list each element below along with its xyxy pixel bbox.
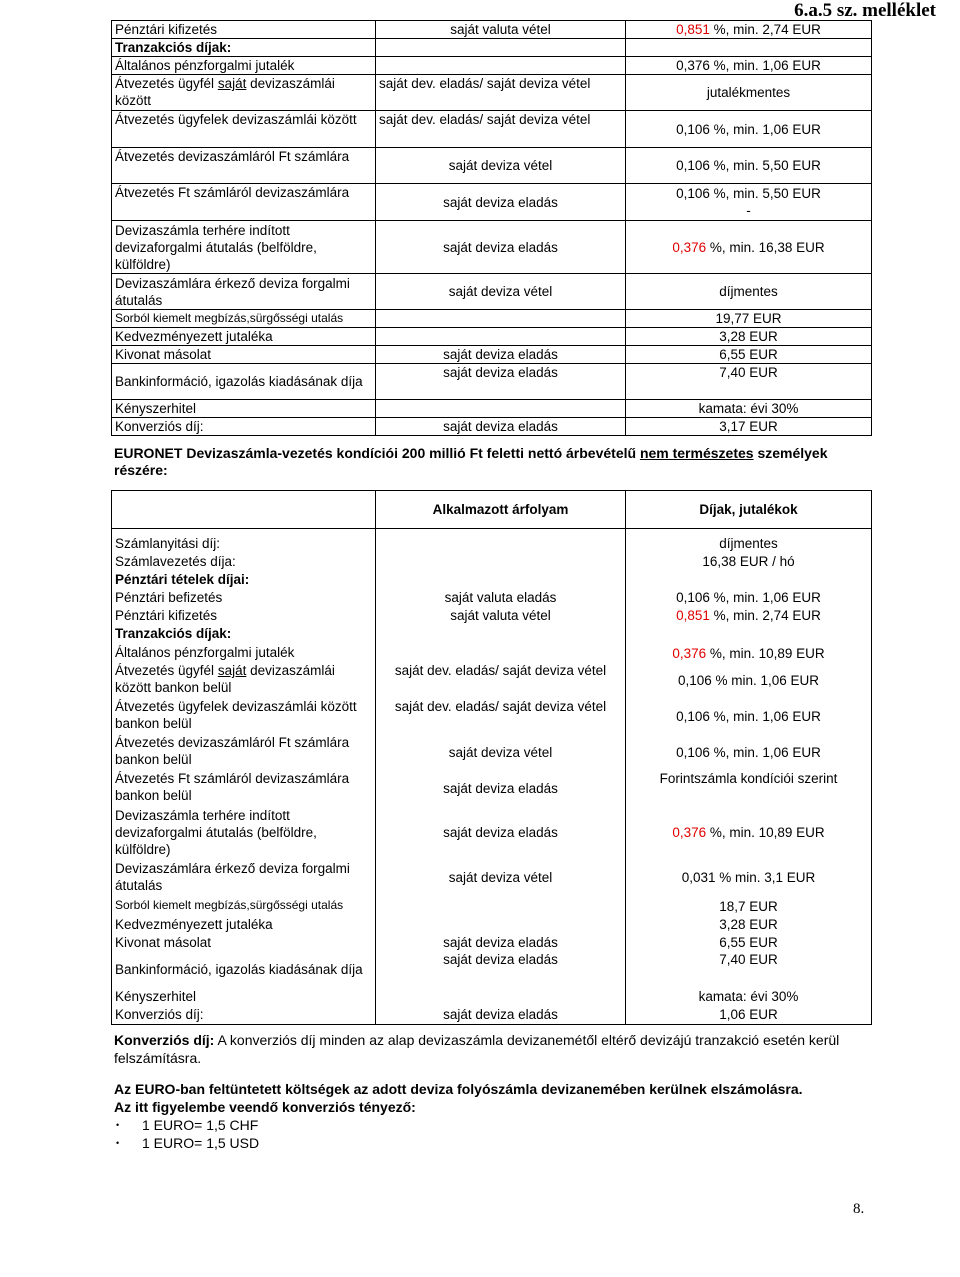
row-rate [376, 642, 626, 662]
annex-label: 6.a.5 sz. melléklet [794, 0, 936, 21]
section-heading: EURONET Devizaszámla-vezetés kondíciói 200 millió Ft feletti nettó árbevételű nem természetes személyek részére: [114, 445, 828, 478]
table-row [112, 895, 872, 915]
row-fee: 0,106 %, min. 1,06 EUR [626, 698, 872, 734]
row-fee: 0,031 % min. 3,1 EUR [626, 859, 872, 895]
row-rate: saját dev. eladás/ saját deviza vétel [376, 698, 626, 734]
row-rate [376, 987, 626, 1005]
row-rate: saját deviza eladás [376, 1005, 626, 1024]
row-fee: 0,106 %, min. 1,06 EUR [626, 111, 872, 148]
bullet-icon: • [116, 1138, 120, 1148]
row-label: Pénztári kifizetés [112, 606, 376, 624]
notes [114, 1031, 874, 1152]
row-fee: 16,38 EUR / hó [626, 552, 872, 570]
table-row [112, 552, 872, 570]
row-label: Konverziós díj: [112, 418, 376, 436]
row-rate: saját valuta eladás [376, 588, 626, 606]
row-rate: saját deviza eladás [376, 951, 626, 987]
table-row [112, 221, 872, 274]
row-rate: saját valuta vétel [376, 21, 626, 39]
row-rate [376, 624, 626, 642]
row-label: Pénztári befizetés [112, 588, 376, 606]
row-rate [376, 310, 626, 328]
table-row [112, 529, 872, 553]
euro-note-line2: Az itt figyelembe veendő konverziós tényező: [114, 1099, 416, 1115]
table-row [112, 734, 872, 770]
row-fee: díjmentes [626, 529, 872, 553]
table-row [112, 624, 872, 642]
table-row [112, 915, 872, 933]
row-rate [376, 400, 626, 418]
row-label: Sorból kiemelt megbízás,sürgősségi utalás [112, 895, 376, 915]
row-fee: jutalékmentes [626, 75, 872, 111]
row-fee: 0,376 %, min. 1,06 EUR [626, 57, 872, 75]
table-row [112, 642, 872, 662]
row-fee: 0,376 %, min. 16,38 EUR [626, 221, 872, 274]
row-label: Általános pénzforgalmi jutalék [112, 642, 376, 662]
header-empty [112, 491, 376, 529]
table-row [112, 39, 872, 57]
row-fee [626, 570, 872, 588]
row-label: Konverziós díj: [112, 1005, 376, 1024]
row-fee: 18,7 EUR [626, 895, 872, 915]
table-header-row [112, 491, 872, 529]
table-row [112, 662, 872, 698]
row-fee: kamata: évi 30% [626, 987, 872, 1005]
row-fee: 0,851 %, min. 2,74 EUR [626, 606, 872, 624]
row-label: Átvezetés Ft számláról devizaszámlára [112, 184, 376, 221]
row-fee [626, 39, 872, 57]
row-fee: 1,06 EUR [626, 1005, 872, 1024]
row-label: Átvezetés devizaszámláról Ft számlára [112, 148, 376, 184]
table-row [112, 364, 872, 400]
table-row [112, 184, 872, 221]
row-rate: saját deviza vétel [376, 734, 626, 770]
table-row [112, 400, 872, 418]
table-row [112, 1005, 872, 1024]
row-fee: 0,106 %, min. 1,06 EUR [626, 734, 872, 770]
row-label: Számlanyitási díj: [112, 529, 376, 553]
row-fee: 7,40 EUR [626, 364, 872, 400]
column-header-fee: Díjak, jutalékok [626, 491, 872, 529]
row-label: Átvezetés ügyfelek devizaszámlái között [112, 111, 376, 148]
row-rate: saját dev. eladás/ saját deviza vétel [376, 111, 626, 148]
row-label: Devizaszámlára érkező deviza forgalmi átutalás [112, 274, 376, 310]
row-fee: 3,17 EUR [626, 418, 872, 436]
table-row [112, 570, 872, 588]
row-fee: 6,55 EUR [626, 933, 872, 951]
row-fee: kamata: évi 30% [626, 400, 872, 418]
euro-note-line1: Az EURO-ban feltüntetett költségek az adott deviza folyószámla devizanemében kerülnek elszámolásra. [114, 1081, 803, 1097]
page-number: 8. [853, 1201, 865, 1217]
table-row [112, 310, 872, 328]
row-rate [376, 529, 626, 553]
row-rate: saját deviza eladás [376, 770, 626, 806]
row-label: Átvezetés devizaszámláról Ft számlára bankon belül [112, 734, 376, 770]
row-label: Pénztári kifizetés [112, 21, 376, 39]
row-fee: 0,106 %, min. 5,50 EUR - [626, 184, 872, 221]
fee-table-1 [111, 20, 872, 436]
table-row [112, 806, 872, 859]
row-label: Kivonat másolat [112, 346, 376, 364]
column-header-rate: Alkalmazott árfolyam [376, 491, 626, 529]
table-row [112, 606, 872, 624]
table-row [112, 698, 872, 734]
row-rate: saját deviza eladás [376, 933, 626, 951]
row-rate [376, 570, 626, 588]
list-item: • 1 EURO= 1,5 CHF [116, 1117, 259, 1133]
section-title: Tranzakciós díjak: [112, 624, 376, 642]
row-fee: 0,376 %, min. 10,89 EUR [626, 642, 872, 662]
row-fee: 0,106 % min. 1,06 EUR [626, 662, 872, 698]
row-label: Átvezetés ügyfél saját devizaszámlái között bankon belül [112, 662, 376, 698]
table-row [112, 148, 872, 184]
list-item: • 1 EURO= 1,5 USD [116, 1135, 260, 1151]
row-label: Bankinformáció, igazolás kiadásának díja [112, 951, 376, 987]
row-label: Kivonat másolat [112, 933, 376, 951]
row-rate: saját deviza eladás [376, 346, 626, 364]
table-row [112, 346, 872, 364]
row-label: Számlavezetés díja: [112, 552, 376, 570]
row-label: Sorból kiemelt megbízás,sürgősségi utalás [112, 310, 376, 328]
row-fee: 19,77 EUR [626, 310, 872, 328]
row-fee [626, 624, 872, 642]
table-row [112, 933, 872, 951]
row-fee: Forintszámla kondíciói szerint [626, 770, 872, 806]
bullet-icon: • [116, 1120, 120, 1130]
row-label: Devizaszámla terhére indított devizaforgalmi átutalás (belföldre, külföldre) [112, 221, 376, 274]
table-row [112, 859, 872, 895]
row-fee: 7,40 EUR [626, 951, 872, 987]
row-rate [376, 552, 626, 570]
row-rate: saját deviza eladás [376, 221, 626, 274]
row-fee: 0,106 %, min. 5,50 EUR [626, 148, 872, 184]
row-fee: 3,28 EUR [626, 328, 872, 346]
table-row [112, 418, 872, 436]
row-rate: saját dev. eladás/ saját deviza vétel [376, 75, 626, 111]
row-label: Kényszerhitel [112, 987, 376, 1005]
row-label: Átvezetés ügyfelek devizaszámlái között bankon belül [112, 698, 376, 734]
row-fee: díjmentes [626, 274, 872, 310]
row-rate: saját deviza eladás [376, 806, 626, 859]
fee-table-2 [111, 490, 872, 1025]
conversion-note: Konverziós díj: A konverziós díj minden az alap devizaszámla devizanemétől eltérő devizájú tranzakció esetén kerül felszámításra. [114, 1032, 840, 1066]
row-fee: 6,55 EUR [626, 346, 872, 364]
row-rate: saját deviza vétel [376, 859, 626, 895]
row-rate [376, 39, 626, 57]
conversion-factor-list [114, 1116, 874, 1152]
row-label: Átvezetés Ft számláról devizaszámlára bankon belül [112, 770, 376, 806]
row-label: Bankinformáció, igazolás kiadásának díja [112, 364, 376, 400]
row-rate: saját deviza vétel [376, 274, 626, 310]
row-label: Kedvezményezett jutaléka [112, 915, 376, 933]
section-title: Tranzakciós díjak: [112, 39, 376, 57]
table-row [112, 75, 872, 111]
row-label: Általános pénzforgalmi jutalék [112, 57, 376, 75]
row-rate [376, 57, 626, 75]
row-label: Kedvezményezett jutaléka [112, 328, 376, 346]
row-label: Átvezetés ügyfél saját devizaszámlái között [112, 75, 376, 111]
row-fee: 0,851 %, min. 2,74 EUR [626, 21, 872, 39]
table-row [112, 987, 872, 1005]
row-rate [376, 328, 626, 346]
row-rate [376, 895, 626, 915]
table-row [112, 588, 872, 606]
row-rate: saját deviza eladás [376, 418, 626, 436]
table-row [112, 274, 872, 310]
table-row [112, 770, 872, 806]
table-row [112, 328, 872, 346]
table-row [112, 21, 872, 39]
row-fee: 0,106 %, min. 1,06 EUR [626, 588, 872, 606]
row-label: Devizaszámlára érkező deviza forgalmi átutalás [112, 859, 376, 895]
row-rate: saját deviza eladás [376, 184, 626, 221]
row-label: Devizaszámla terhére indított devizaforgalmi átutalás (belföldre, külföldre) [112, 806, 376, 859]
row-fee: 3,28 EUR [626, 915, 872, 933]
row-label: Kényszerhitel [112, 400, 376, 418]
section-title: Pénztári tételek díjai: [112, 570, 376, 588]
row-rate [376, 915, 626, 933]
row-fee: 0,376 %, min. 10,89 EUR [626, 806, 872, 859]
row-rate: saját valuta vétel [376, 606, 626, 624]
table-row [112, 111, 872, 148]
table-row [112, 57, 872, 75]
row-rate: saját dev. eladás/ saját deviza vétel [376, 662, 626, 698]
table-row [112, 951, 872, 987]
row-rate: saját deviza eladás [376, 364, 626, 400]
row-rate: saját deviza vétel [376, 148, 626, 184]
